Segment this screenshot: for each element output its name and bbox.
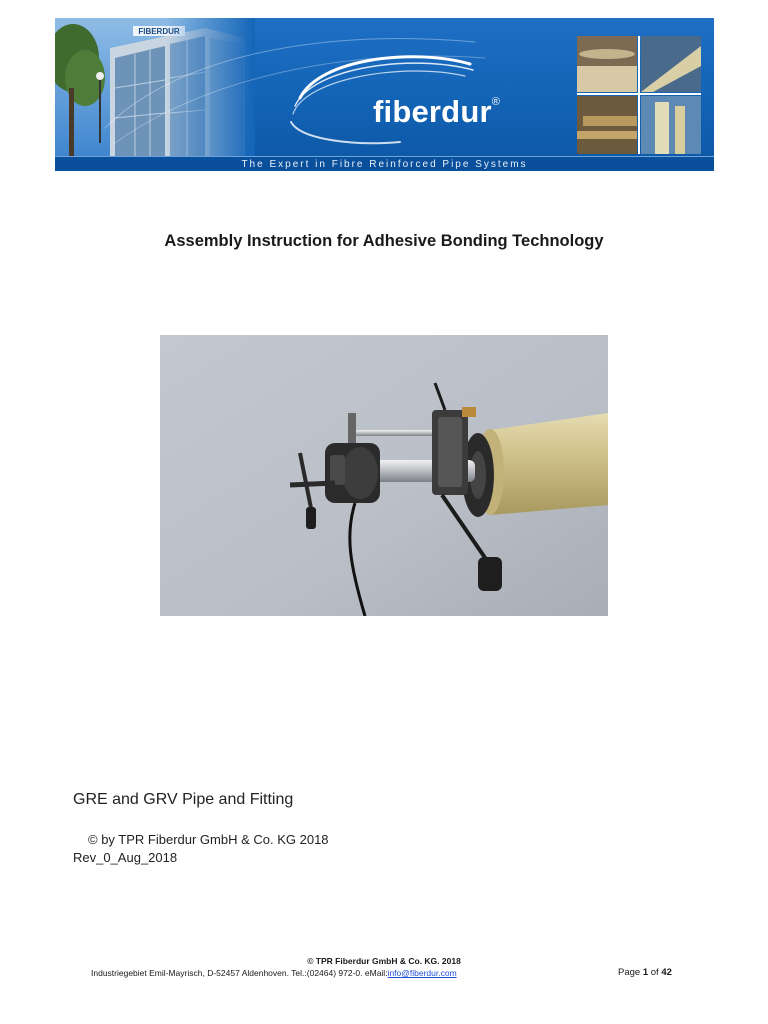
header-banner xyxy=(55,18,714,171)
page-number xyxy=(618,967,672,978)
page-prefix: Page xyxy=(618,967,643,978)
banner-tagline: The Expert in Fibre Reinforced Pipe Systems xyxy=(55,156,714,171)
document-title: Assembly Instruction for Adhesive Bonding Technology xyxy=(164,232,604,250)
page-total: 42 xyxy=(661,967,672,978)
footer-address-text: Industriegebiet Emil-Mayrisch, D-52457 Aldenhoven. Tel.:(02464) 972-0. eMail: xyxy=(91,968,388,978)
pipe-photo-collage xyxy=(577,36,701,154)
document-subtitle: GRE and GRV Pipe and Fitting xyxy=(73,791,294,808)
page-separator: of xyxy=(648,967,662,978)
footer-address xyxy=(91,968,457,978)
footer-copyright: © TPR Fiberdur GmbH & Co. KG. 2018 xyxy=(307,956,461,966)
fiberdur-logo xyxy=(373,94,500,130)
footer-email-link[interactable]: info@fiberdur.com xyxy=(387,968,457,978)
registered-mark: ® xyxy=(491,96,501,108)
tool-photo xyxy=(160,335,608,616)
logo-wordmark: fiberdur xyxy=(373,94,492,129)
page-current: 1 xyxy=(642,967,649,978)
copyright-notice: © by TPR Fiberdur GmbH & Co. KG 2018 xyxy=(88,832,329,847)
revision-label: Rev_0_Aug_2018 xyxy=(73,850,178,865)
